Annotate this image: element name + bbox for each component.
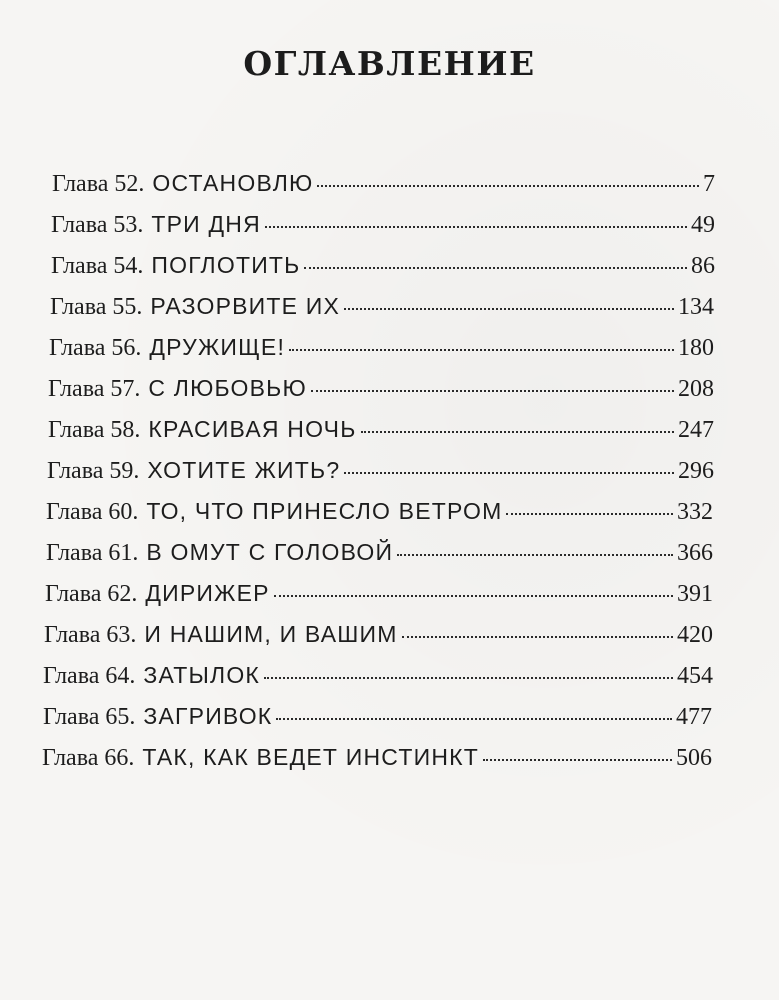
chapter-title: ТО, ЧТО ПРИНЕСЛО ВЕТРОМ xyxy=(146,498,503,524)
chapter-title: ПОГЛОТИТЬ xyxy=(151,252,301,278)
dot-leader xyxy=(311,390,674,392)
chapter-number: Глава 52. xyxy=(52,171,145,197)
dot-leader xyxy=(402,636,673,638)
toc-entry xyxy=(50,293,714,333)
chapter-number: Глава 66. xyxy=(42,745,135,771)
page-number: 391 xyxy=(677,581,713,607)
chapter-number: Глава 59. xyxy=(47,458,140,484)
dot-leader xyxy=(361,431,675,433)
dot-leader xyxy=(483,759,672,761)
chapter-number: Глава 58. xyxy=(48,417,141,443)
dot-leader xyxy=(304,267,687,269)
chapter-title: ТАК, КАК ВЕДЕТ ИНСТИНКТ xyxy=(142,744,479,770)
toc-entry xyxy=(49,334,714,374)
page-number: 208 xyxy=(678,376,714,402)
page-number: 49 xyxy=(691,212,715,238)
toc-entry xyxy=(46,498,713,538)
toc-entry xyxy=(42,744,712,784)
toc-entry xyxy=(43,703,712,743)
chapter-number: Глава 54. xyxy=(51,253,144,279)
chapter-title: ОСТАНОВЛЮ xyxy=(152,170,314,196)
chapter-title: С ЛЮБОВЬЮ xyxy=(148,375,307,401)
chapter-number: Глава 65. xyxy=(43,704,136,730)
dot-leader xyxy=(274,595,673,597)
page-title: ОГЛАВЛЕНИЕ xyxy=(243,44,536,83)
chapter-title: ТРИ ДНЯ xyxy=(151,211,261,237)
chapter-number: Глава 62. xyxy=(45,581,138,607)
dot-leader xyxy=(344,308,674,310)
chapter-number: Глава 53. xyxy=(51,212,144,238)
page-number: 420 xyxy=(677,622,713,648)
toc-entry xyxy=(51,252,715,292)
page-number: 332 xyxy=(677,499,713,525)
page-number: 477 xyxy=(676,704,712,730)
page-number: 454 xyxy=(677,663,713,689)
toc-entry xyxy=(48,416,714,456)
chapter-title: ХОТИТЕ ЖИТЬ? xyxy=(147,457,341,483)
dot-leader xyxy=(264,677,673,679)
chapter-number: Глава 63. xyxy=(44,622,137,648)
toc-entry xyxy=(46,539,713,579)
dot-leader xyxy=(265,226,687,228)
chapter-title: ЗАТЫЛОК xyxy=(143,662,261,688)
toc-entry xyxy=(48,375,714,415)
chapter-number: Глава 60. xyxy=(46,499,139,525)
dot-leader xyxy=(506,513,673,515)
chapter-title: ЗАГРИВОК xyxy=(143,703,273,729)
chapter-number: Глава 61. xyxy=(46,540,139,566)
toc-entry xyxy=(43,662,713,702)
toc-entry xyxy=(51,211,715,251)
page-number: 86 xyxy=(691,253,715,279)
chapter-title: ДИРИЖЕР xyxy=(145,580,270,606)
toc-entry xyxy=(52,170,715,210)
page-number: 134 xyxy=(678,294,714,320)
chapter-title: КРАСИВАЯ НОЧЬ xyxy=(148,416,357,442)
chapter-title: РАЗОРВИТЕ ИХ xyxy=(150,293,341,319)
chapter-number: Глава 64. xyxy=(43,663,136,689)
page-number: 180 xyxy=(678,335,714,361)
chapter-title: И НАШИМ, И ВАШИМ xyxy=(144,621,398,647)
page-number: 247 xyxy=(678,417,714,443)
toc-entry xyxy=(44,621,713,661)
dot-leader xyxy=(289,349,674,351)
chapter-title: В ОМУТ С ГОЛОВОЙ xyxy=(146,539,394,565)
dot-leader xyxy=(397,554,673,556)
chapter-number: Глава 56. xyxy=(49,335,142,361)
page-number: 506 xyxy=(676,745,712,771)
toc-entry xyxy=(47,457,714,497)
dot-leader xyxy=(276,718,672,720)
dot-leader xyxy=(317,185,699,187)
toc-entry xyxy=(45,580,713,620)
dot-leader xyxy=(344,472,674,474)
chapter-number: Глава 55. xyxy=(50,294,143,320)
chapter-number: Глава 57. xyxy=(48,376,141,402)
chapter-title: ДРУЖИЩЕ! xyxy=(149,334,286,360)
page-number: 7 xyxy=(703,171,715,197)
page-number: 366 xyxy=(677,540,713,566)
page-number: 296 xyxy=(678,458,714,484)
